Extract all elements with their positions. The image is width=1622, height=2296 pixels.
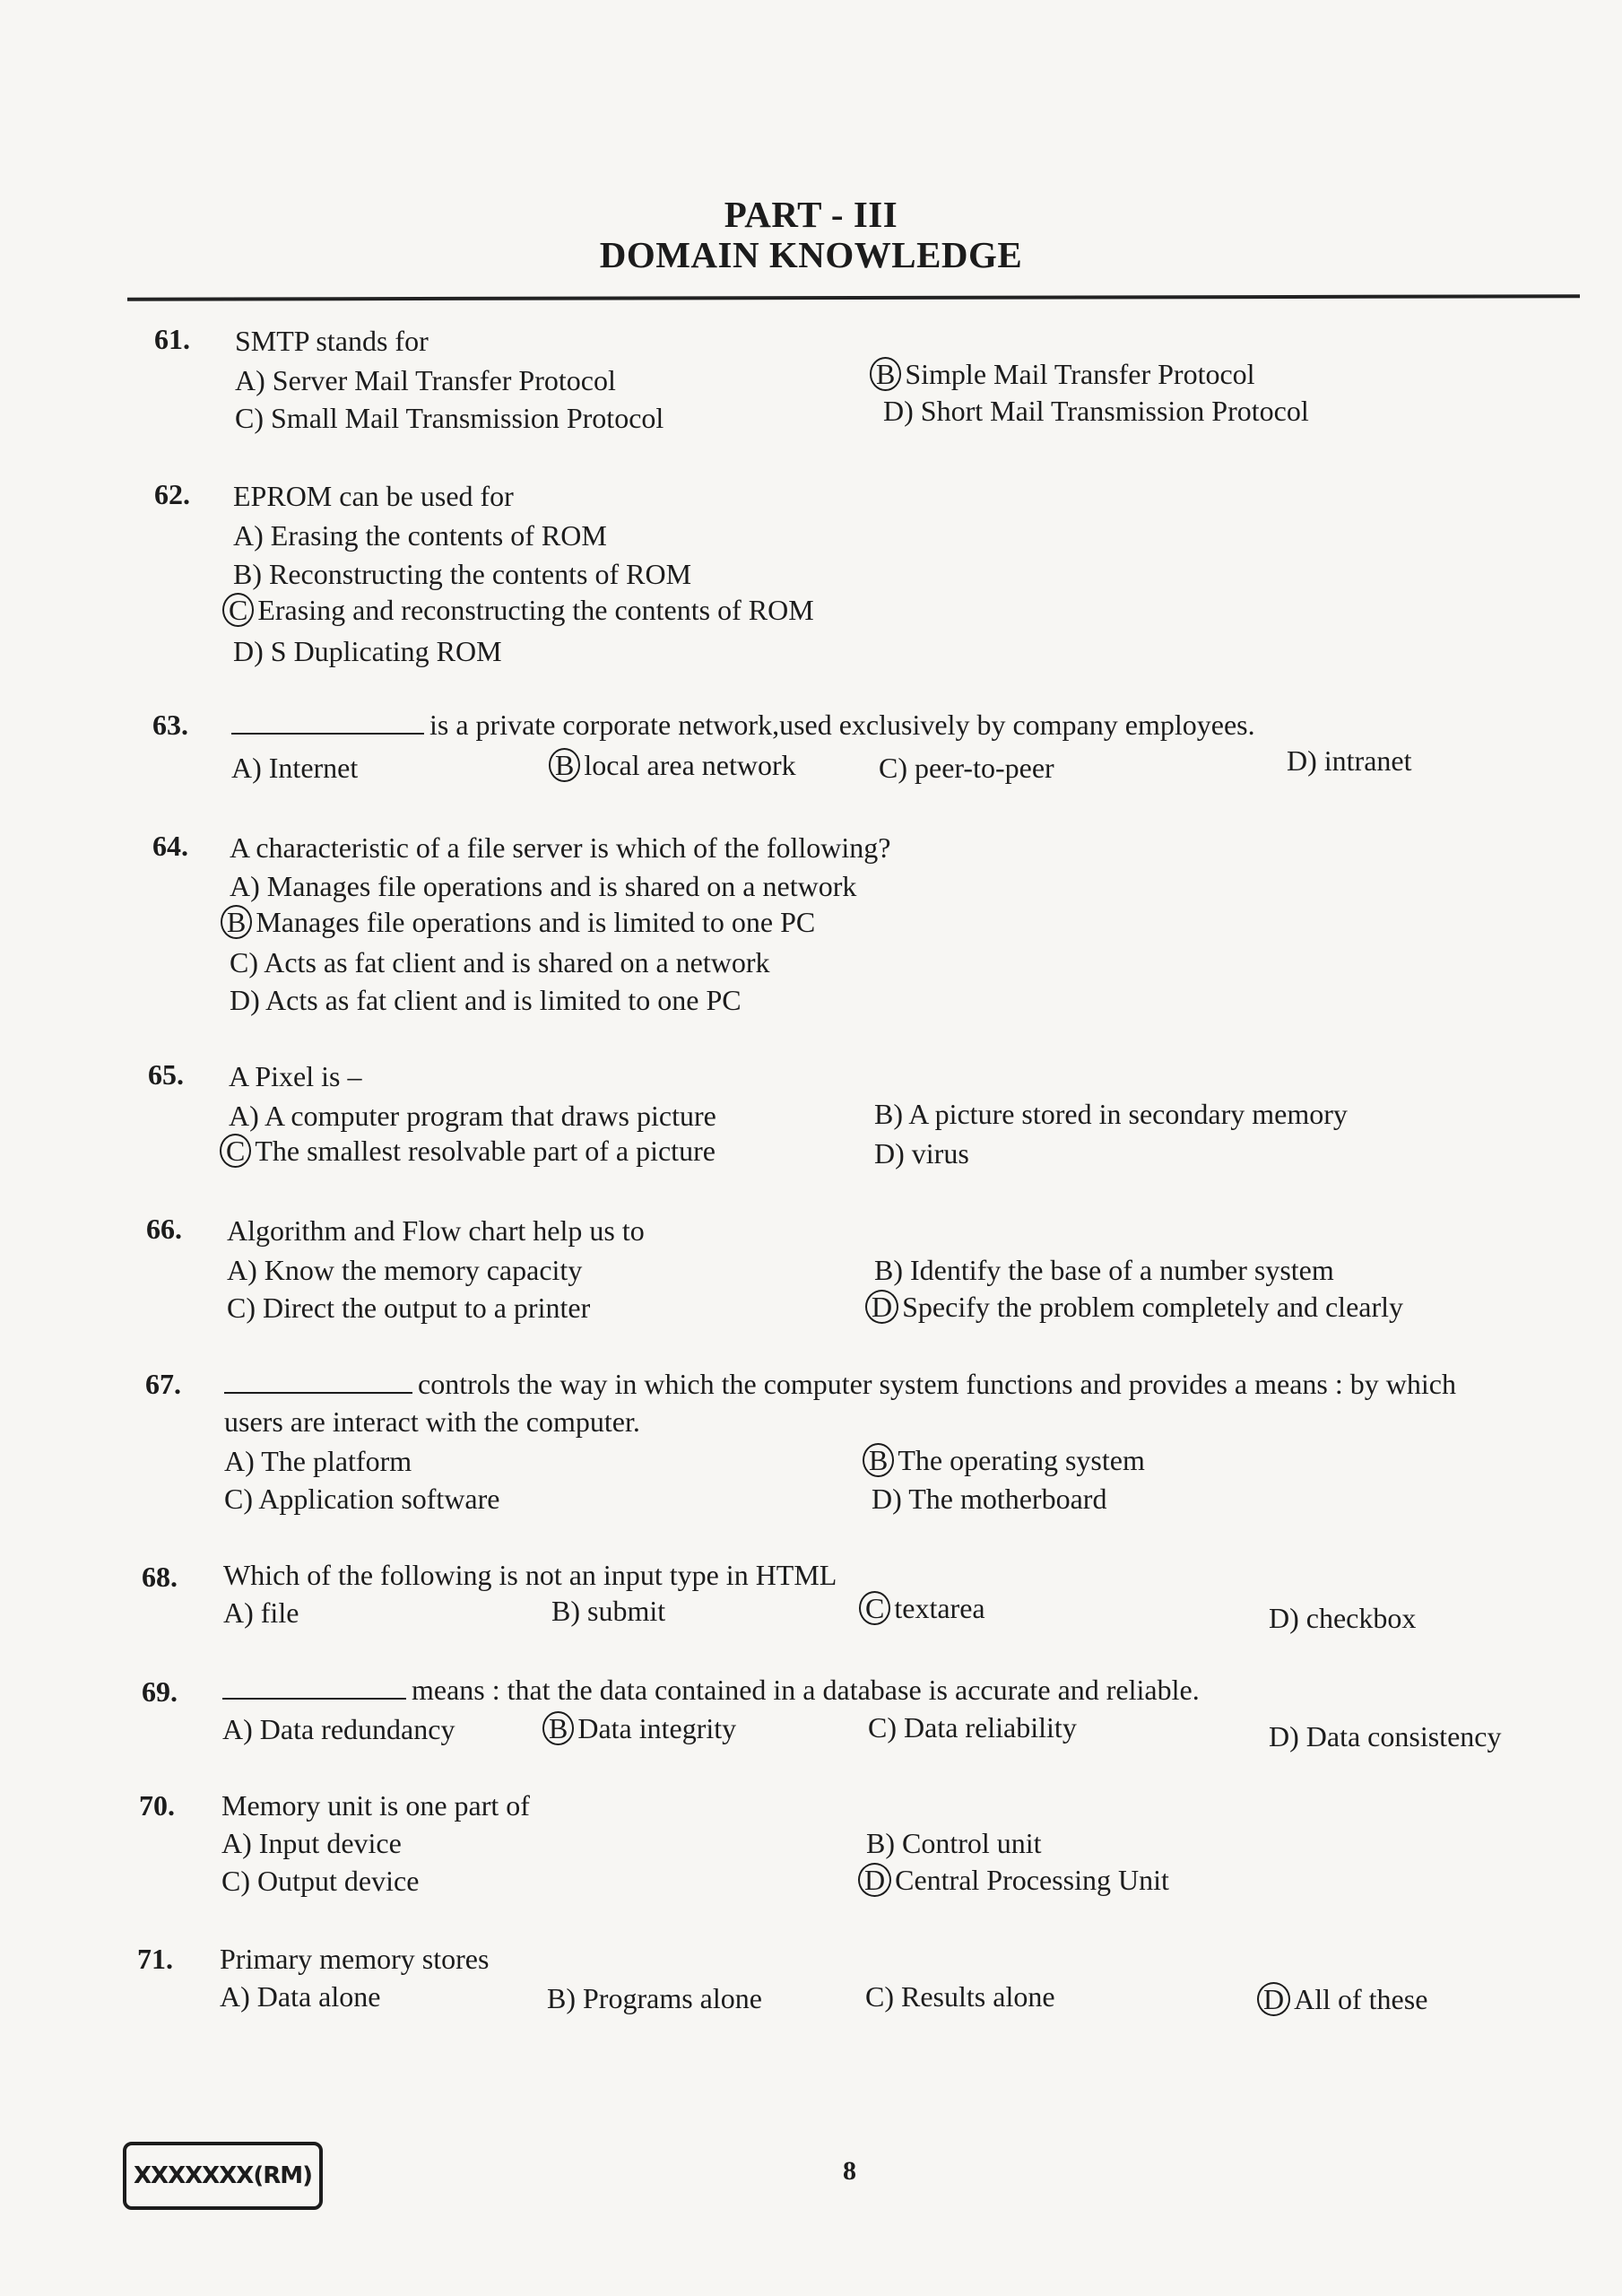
answer-circle: D (865, 1290, 898, 1324)
option-d: D) Data consistency (1269, 1720, 1502, 1752)
option-c: C) Small Mail Transmission Protocol (235, 402, 664, 434)
paper-code-badge: XXXXXXX(RM) (123, 2142, 323, 2210)
option-c: C) Data reliability (868, 1711, 1077, 1744)
option-a: A) Erasing the contents of ROM (233, 519, 607, 552)
option-d: D Specify the problem completely and clearly (865, 1290, 1403, 1324)
option-c: C Erasing and reconstructing the contents of ROM (222, 593, 814, 627)
question-number: 64. (152, 830, 188, 862)
option-d: D) checkbox (1269, 1602, 1417, 1634)
option-c: C) Output device (221, 1865, 420, 1897)
fill-blank (222, 1680, 406, 1700)
option-d: D) Short Mail Transmission Protocol (883, 395, 1309, 427)
option-b: B) Identify the base of a number system (874, 1254, 1334, 1286)
question-61 (0, 323, 1622, 457)
answer-circle: B (549, 748, 580, 782)
option-d: D) intranet (1287, 744, 1412, 777)
option-a: A) Data alone (220, 1980, 381, 2013)
answer-circle: C (220, 1134, 251, 1168)
question-70 (0, 1789, 1622, 1924)
option-b: B local area network (549, 748, 796, 782)
fill-blank (224, 1374, 412, 1394)
option-b: B) Programs alone (547, 1982, 762, 2014)
option-a: A) Manages file operations and is shared on a network (230, 870, 857, 902)
question-stem: EPROM can be used for (233, 480, 514, 512)
option-b: B Manages file operations and is limited to one PC (221, 905, 815, 939)
question-stem: A Pixel is – (229, 1060, 362, 1092)
option-a: A) file (223, 1596, 299, 1629)
question-stem: A characteristic of a file server is which of the following? (230, 831, 891, 864)
option-c: C) Application software (224, 1483, 500, 1515)
option-a: A) Input device (221, 1827, 402, 1859)
option-a: A) Data redundancy (222, 1713, 455, 1745)
part-heading: PART - III (724, 194, 898, 235)
question-66 (0, 1213, 1622, 1347)
option-b: B The operating system (863, 1443, 1145, 1477)
question-stem: Algorithm and Flow chart help us to (227, 1214, 645, 1247)
option-d: D) S Duplicating ROM (233, 635, 502, 667)
fill-blank (231, 715, 424, 735)
option-d: D) virus (874, 1137, 969, 1170)
option-a: A) Server Mail Transfer Protocol (235, 364, 616, 396)
option-b: B) Reconstructing the contents of ROM (233, 558, 692, 590)
question-stem: is a private corporate network,used exclusively by company employees. (231, 709, 1255, 742)
answer-circle: D (1257, 1982, 1290, 2016)
question-number: 66. (146, 1213, 182, 1245)
question-67 (0, 1368, 1622, 1515)
question-65 (0, 1058, 1622, 1193)
option-a: A) A computer program that draws picture (229, 1100, 716, 1132)
question-number: 68. (142, 1561, 178, 1593)
question-number: 67. (145, 1368, 181, 1400)
question-number: 70. (139, 1789, 175, 1822)
option-a: A) Internet (231, 752, 359, 784)
question-stem: controls the way in which the computer system functions and provides a means : by which (224, 1368, 1456, 1401)
question-stem: Memory unit is one part of (221, 1789, 530, 1822)
option-c: C) peer-to-peer (879, 752, 1054, 784)
question-stem: Primary memory stores (220, 1943, 490, 1975)
option-b: B Simple Mail Transfer Protocol (870, 357, 1255, 391)
option-c: C) Direct the output to a printer (227, 1292, 591, 1324)
question-71 (0, 1943, 1622, 2077)
question-number: 71. (137, 1943, 173, 1975)
answer-circle: B (221, 905, 252, 939)
question-stem: SMTP stands for (235, 325, 429, 357)
question-stem: means : that the data contained in a database is accurate and reliable. (222, 1674, 1200, 1707)
option-c: C The smallest resolvable part of a picture (220, 1134, 716, 1168)
option-c: C textarea (859, 1591, 985, 1625)
option-c: C) Results alone (865, 1980, 1055, 2013)
answer-circle: D (858, 1863, 891, 1897)
question-number: 63. (152, 709, 188, 741)
answer-circle: B (863, 1443, 894, 1477)
question-number: 65. (148, 1058, 184, 1091)
answer-circle: C (222, 593, 254, 627)
question-62 (0, 478, 1622, 667)
option-a: A) Know the memory capacity (227, 1254, 583, 1286)
question-number: 61. (154, 323, 190, 355)
option-a: A) The platform (224, 1445, 412, 1477)
option-b: B Data integrity (542, 1711, 736, 1745)
question-64 (0, 830, 1622, 1016)
question-number: 69. (142, 1675, 178, 1708)
page-number: 8 (843, 2156, 856, 2186)
option-d: D) The motherboard (872, 1483, 1107, 1515)
question-stem-continued: users are interact with the computer. (224, 1405, 640, 1438)
option-d: D Central Processing Unit (858, 1863, 1169, 1897)
option-b: B) Control unit (866, 1827, 1042, 1859)
question-number: 62. (154, 478, 190, 510)
question-63 (0, 709, 1622, 843)
option-b: B) submit (551, 1595, 666, 1627)
option-d: D All of these (1257, 1982, 1427, 2016)
question-stem: Which of the following is not an input type in HTML (223, 1559, 837, 1591)
option-c: C) Acts as fat client and is shared on a network (230, 946, 770, 978)
option-d: D) Acts as fat client and is limited to one PC (230, 984, 742, 1016)
answer-circle: B (542, 1711, 574, 1745)
section-title: DOMAIN KNOWLEDGE (599, 234, 1023, 275)
answer-circle: B (870, 357, 901, 391)
answer-circle: C (859, 1591, 890, 1625)
header-divider (127, 294, 1580, 300)
option-b: B) A picture stored in secondary memory (874, 1098, 1348, 1130)
